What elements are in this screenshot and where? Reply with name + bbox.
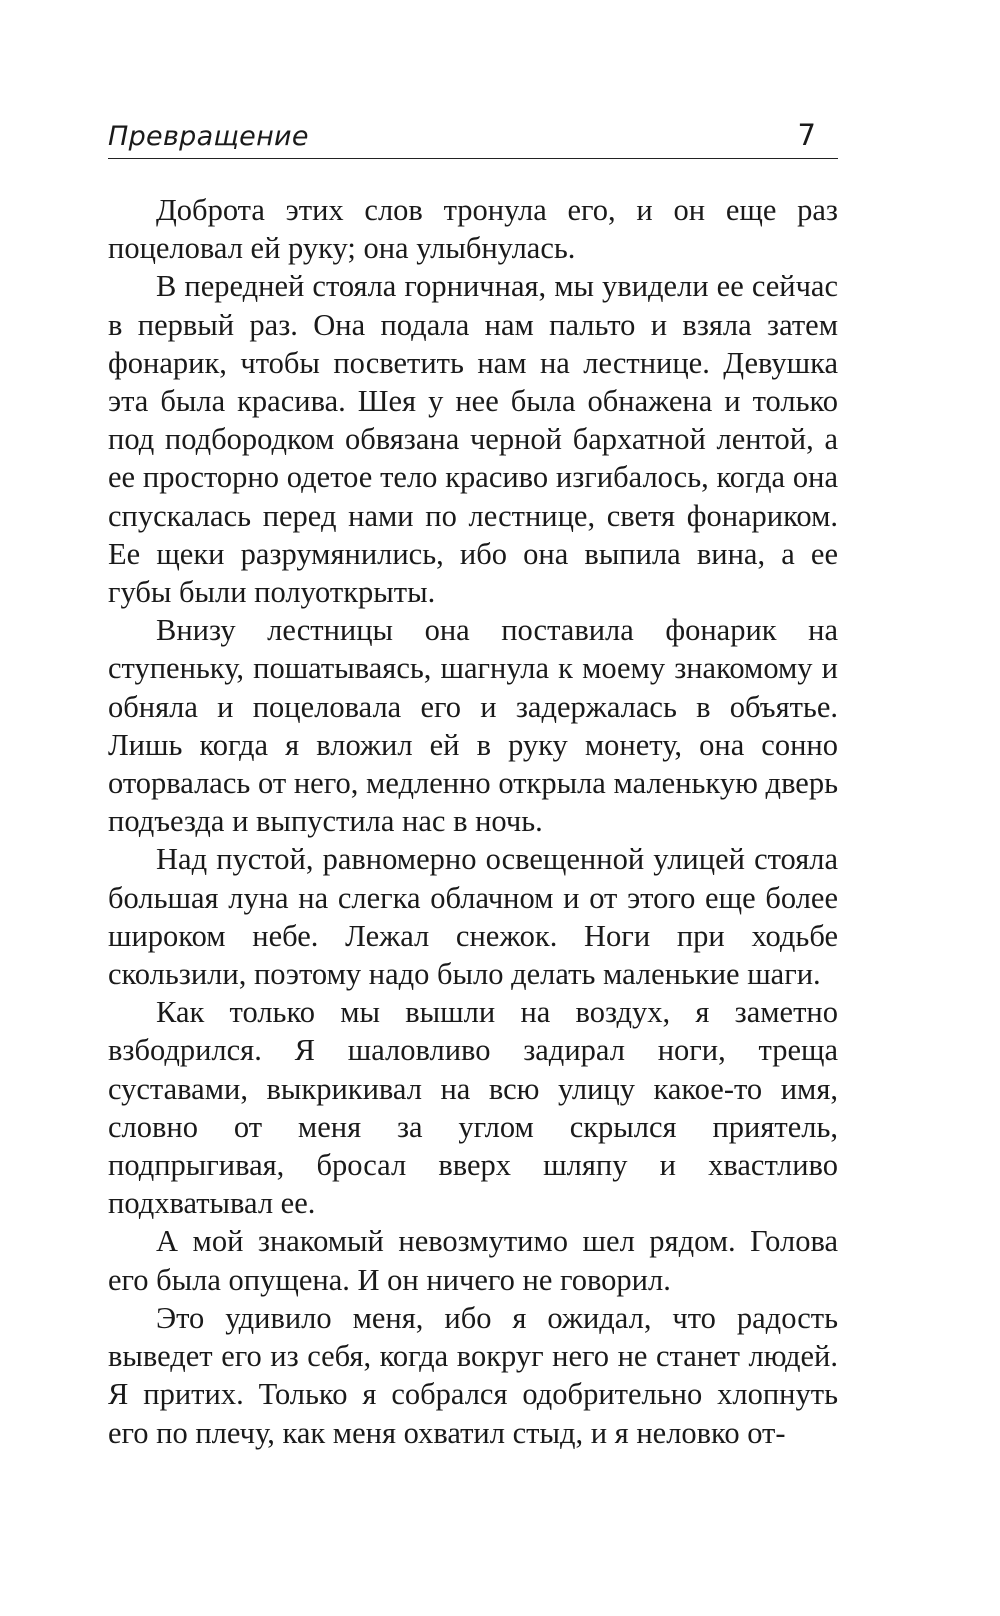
running-title: Превращение xyxy=(108,121,309,152)
paragraph: Это удивило меня, ибо я ожидал, что радость выведет его из себя, когда вокруг него не станет людей. Я притих. Только я собрался одобрительно хлопнуть его по плечу, как меня охватил стыд, и я неловко от- xyxy=(108,1300,838,1450)
paragraph: Доброта этих слов тронула его, и он еще раз поцеловал ей руку; она улыбнулась. xyxy=(108,193,838,266)
paragraph: А мой знакомый невозмутимо шел рядом. Голова его была опущена. И он ничего не говорил. xyxy=(108,1224,838,1297)
paragraph: Над пустой, равномерно освещенной улицей стояла большая луна на слегка облачном и от этого еще более широком небе. Лежал снежок. Ноги при ходьбе скользили, поэтому надо было делать маленькие шаги. xyxy=(108,842,838,992)
paragraph: Как только мы вышли на воздух, я заметно взбодрился. Я шаловливо задирал ноги, треща суставами, выкрикивал на всю улицу какое-то имя, словно от меня за углом скрылся приятель, подпрыгивая, бросал вверх шляпу и хвастливо подхватывал ее. xyxy=(108,995,838,1221)
book-page xyxy=(108,112,838,1452)
paragraph: В передней стояла горничная, мы увидели ее сейчас в первый раз. Она подала нам пальто и взяла затем фонарик, чтобы посветить нам на лестнице. Девушка эта была красива. Шея у нее была обнажена и только под подбородком обвязана черной бархатной лентой, а ее просторно одетое тело красиво изгибалось, когда она спускалась перед нами по лестнице, светя фонариком. Ее щеки разрумянились, ибо она выпила вина, а ее губы были полуоткрыты. xyxy=(108,269,838,610)
page-number: 7 xyxy=(797,118,816,152)
running-header xyxy=(108,112,838,159)
paragraph: Внизу лестницы она поставила фонарик на ступеньку, пошатываясь, шагнула к моему знакомому и обняла и поцеловала его и задержалась в объятье. Лишь когда я вложил ей в руку монету, она сонно оторвалась от него, медленно открыла маленькую дверь подъезда и выпустила нас в ночь. xyxy=(108,613,838,839)
body-text xyxy=(108,191,838,1452)
